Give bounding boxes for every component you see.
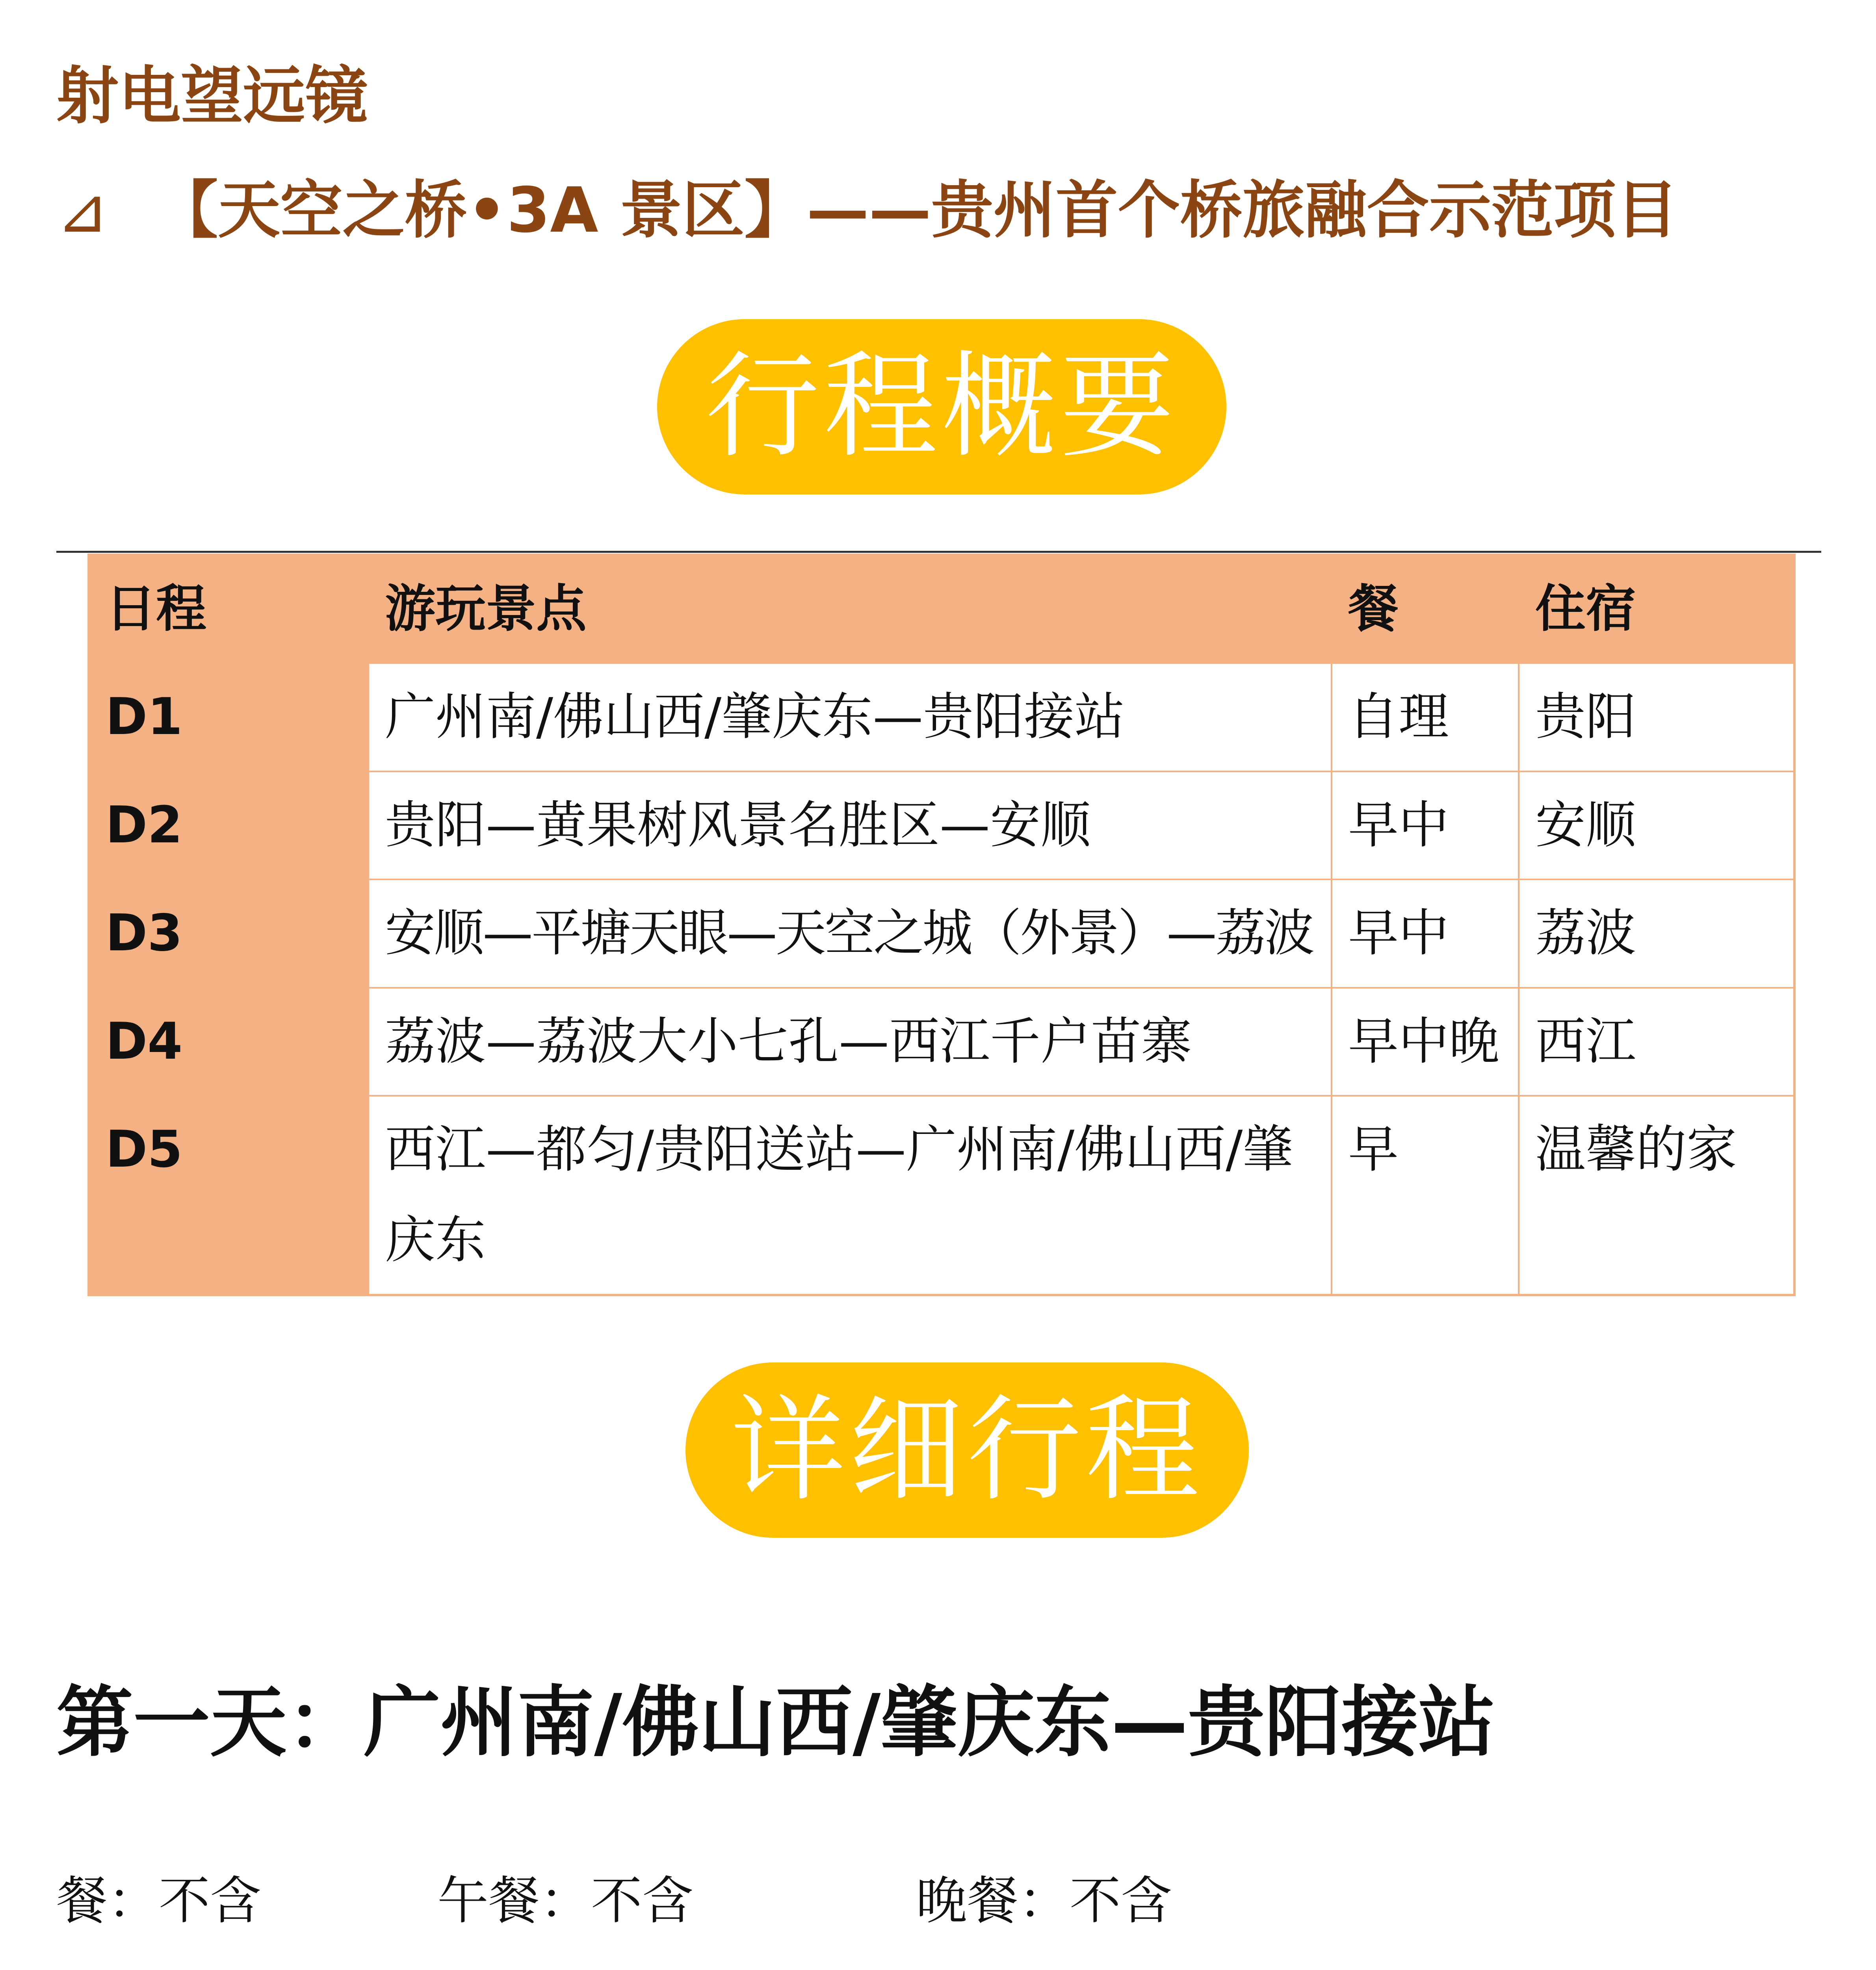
day-cell: D4 bbox=[89, 988, 368, 1096]
day-cell: D2 bbox=[89, 771, 368, 879]
column-header: 餐 bbox=[1332, 555, 1519, 663]
day-cell: D1 bbox=[89, 663, 368, 771]
meals-cell: 自理 bbox=[1332, 663, 1519, 771]
day-cell: D5 bbox=[89, 1096, 368, 1295]
lunch-info: 午餐：不含 bbox=[437, 1871, 694, 1931]
table-row bbox=[89, 988, 1794, 1096]
column-header: 住宿 bbox=[1519, 555, 1794, 663]
stay-cell: 安顺 bbox=[1519, 771, 1794, 879]
detail-section-label: 详细行程 bbox=[685, 1362, 1249, 1538]
meals-cell: 早中晚 bbox=[1332, 988, 1519, 1096]
spots-cell: 广州南/佛山西/肇庆东—贵阳接站 bbox=[368, 663, 1332, 771]
overview-section-label: 行程概要 bbox=[657, 319, 1226, 494]
meals-cell: 早 bbox=[1332, 1096, 1519, 1295]
spots-cell: 荔波—荔波大小七孔—西江千户苗寨 bbox=[368, 988, 1332, 1096]
stay-cell: 荔波 bbox=[1519, 879, 1794, 987]
meals-cell: 早中 bbox=[1332, 771, 1519, 879]
stay-cell: 西江 bbox=[1519, 988, 1794, 1096]
table-row bbox=[89, 1096, 1794, 1295]
column-header: 日程 bbox=[89, 555, 368, 663]
table-row bbox=[89, 663, 1794, 771]
breakfast-info: 餐：不含 bbox=[56, 1871, 262, 1931]
meals-cell: 早中 bbox=[1332, 879, 1519, 987]
day-cell: D3 bbox=[89, 879, 368, 987]
triangle-icon: ⊿ bbox=[56, 174, 109, 247]
itinerary-table bbox=[87, 554, 1796, 1296]
stay-cell: 贵阳 bbox=[1519, 663, 1794, 771]
table-row bbox=[89, 879, 1794, 987]
table-row bbox=[89, 771, 1794, 879]
day1-title: 第一天：广州南/佛山西/肇庆东—贵阳接站 bbox=[56, 1678, 1495, 1767]
dinner-info: 晚餐：不含 bbox=[916, 1871, 1172, 1931]
column-header: 游玩景点 bbox=[368, 555, 1332, 663]
page-heading: 射电望远镜 bbox=[56, 60, 368, 132]
stay-cell: 温馨的家 bbox=[1519, 1096, 1794, 1295]
spots-cell: 贵阳—黄果树风景名胜区—安顺 bbox=[368, 771, 1332, 879]
divider bbox=[56, 551, 1821, 553]
spots-cell: 安顺—平塘天眼—天空之城（外景）—荔波 bbox=[368, 879, 1332, 987]
attraction-heading bbox=[56, 173, 1829, 248]
attraction-heading-text: 【天空之桥•3A 景区】——贵州首个桥旅融合示范项目 bbox=[156, 174, 1678, 247]
table-header-row bbox=[89, 555, 1794, 663]
spots-cell: 西江—都匀/贵阳送站—广州南/佛山西/肇庆东 bbox=[368, 1096, 1332, 1295]
